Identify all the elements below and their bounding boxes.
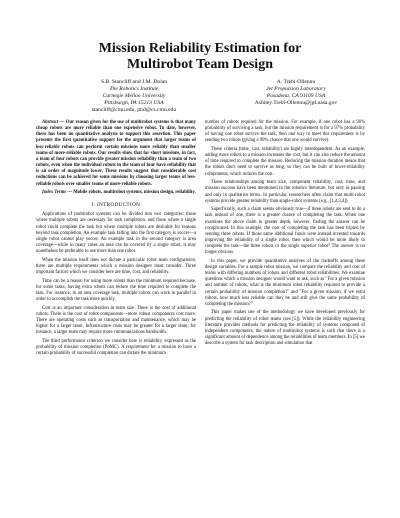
author-names-left: S.B. Stancliff and J.M. Dolan [100, 79, 168, 85]
index-terms-text: — Mobile robots, multirobot systems, mission design, reliability. [66, 190, 196, 196]
author-names-right: A. Trebi-Ollennu [276, 79, 316, 85]
abstract-text: — Our reason given for the use of multirobot systems is that many cheap robots are more reliable than one expensive robot. To date, however, there has been no quantitative analysis to support this assertion. This paper presents the first quantitative support for the argument that larger teams of less-reliable robots can perform certain missions more reliably than smaller teams of more-reliable robots. Our results show that for short missions, in fact, a team of four robots can provide greater mission reliability than a team of two robots, even when the individual robots in the team of four have reliability that is an order of magnitude lower. These results suggest that considerable cost reductions can be achieved for some missions by choosing larger teams of less-reliable robots over smaller teams of more-reliable robots. [36, 120, 196, 187]
affiliation-right-2: Pasadena, CA 91109 USA [266, 93, 326, 100]
body-paragraph: In this paper, we provide quantitative analyses of the tradeoffs among these design variables. For a sample robot mission, we compare the reliability and cost of teams with differing numbers of robots and different robot reliabilities. We examine questions which a mission designer would want to ask, such as "For a given mission and number of robots, what is the minimum robot reliability required to provide a certain probability of mission completion?" and "For a given mission, if we extra robots, how much less reliable can they be and still give the same probability of completing the mission?" [205, 258, 365, 307]
abstract [36, 120, 196, 188]
title-line-1: Mission Reliability Estimation for [98, 41, 302, 56]
index-terms [36, 190, 196, 196]
affiliation-right-1: Jet Propulsion Laboratory [266, 86, 326, 93]
body-paragraph: Superficially, such a claim seems obviously true—if three robots are sent to do a task instead of one, there is a greater chance of completing the task. When one examines the above claim in greater depth, however, finding the answer can be complicated. In this example, the cost of completing the task has been tripled by sending three robots. If those same additional funds were instead invested towards improving the reliability of a single robot, then which would be more likely to complete the task—the three robots or the single superior robot? The answer is no longer obvious. [205, 207, 365, 256]
body-paragraph: This paper makes use of the methodology we have developed previously for predicting the reliability of robot teams (see [5]). While the reliability engineering literature provides methods for predicting the reliability of systems composed of independent components, the nature of multirobot systems is such that there is a significant amount of dependence among the reliabilities of team members. In [5] we describe a system for task description and simulation that [205, 310, 365, 347]
body-paragraph: These relationships among team size, component reliability, cost, time, and mission success have been mentioned in the robotics literature, but only in passing and only in qualitative terms. In particular, researchers often claim that multi-robot systems provide greater reliability than single-robot systems (e.g., [1,2,3,4]). [205, 180, 365, 204]
body-paragraph: The third performance criterion we consider here is reliability, expressed as the probability of mission completion (PoMC). A requirement for a mission to have a certain probability of successful completion can dictate the minimum [36, 338, 196, 357]
body-paragraph: Time can be a reason for using more robots than the minimum required because, for some tasks, having extra robots can reduce the time required to complete the task. For instance, in an area coverage task, multiple robots can work in parallel in order to accomplish the task more quickly. [36, 278, 196, 303]
body-paragraph: When the mission itself does not dictate a particular robot team configuration, there are multiple requirements which a mission designer must consider. Three important factors which we consider here are time, cost, and reliability. [36, 257, 196, 276]
affiliation-left-2: Carnegie Mellon University [102, 93, 166, 100]
author-block-left [64, 79, 204, 114]
email-left: stancliff@cmu.edu, jmd@cs.cmu.edu [91, 107, 177, 114]
paper-title [0, 41, 400, 73]
index-terms-lead: Index Terms [42, 190, 67, 196]
body-paragraph: number of robots required for the mission. For example, if one robot has a 90% probability of surviving a task, but the mission requirement is for a 97% probability of having one robot survive the task, then one way to meet this requirement is by sending two robots (giving a 99% chance that one would survive). [205, 120, 365, 144]
affiliation-left-3: Pittsburgh, PA 15213 USA [104, 100, 164, 107]
body-paragraph: Applications of multirobot systems can be divided into two categories: those where multiple robots are necessary for task completion, and those where a single robot could complete the task but where multiple robots are desirable for reasons beyond task completion. An example task falling into the first category is soccer—a single robot cannot play soccer. An example task in the second category is area coverage—while in many cases an area can be covered by a single robot, it may nonetheless be preferable to use more than one robot. [36, 212, 196, 255]
abstract-lead: Abstract [42, 120, 59, 125]
left-column [36, 120, 196, 360]
affiliation-left-1: The Robotics Institute [109, 86, 159, 93]
section-heading-introduction: I. INTRODUCTION [91, 202, 141, 209]
title-line-2: Multirobot Team Design [127, 57, 273, 72]
email-right: Ashitey.Trebi-Ollennu@jpl.nasa.gov [254, 100, 338, 107]
body-paragraph: Cost is an important consideration in team size. There is the cost of additional robots. There is the cost of robot components—more robust components cost more. There are operating costs such as transportation and maintenance, which may be higher for a larger team. Infrastructure costs may be greater for a larger team; for instance, a larger team may require more communications bandwidth. [36, 305, 196, 336]
right-column [205, 120, 365, 350]
body-paragraph: These criteria (time, cost, reliability) are highly interdependent. As an example, adding more robots to a mission increases the cost, but it can also reduce the amount of time required to complete the mission. Reducing the mission duration means that the robots don't need to survive as long, so they can be built of lower-reliability components, which reduces the cost. [205, 147, 365, 177]
author-block-right [226, 79, 366, 107]
